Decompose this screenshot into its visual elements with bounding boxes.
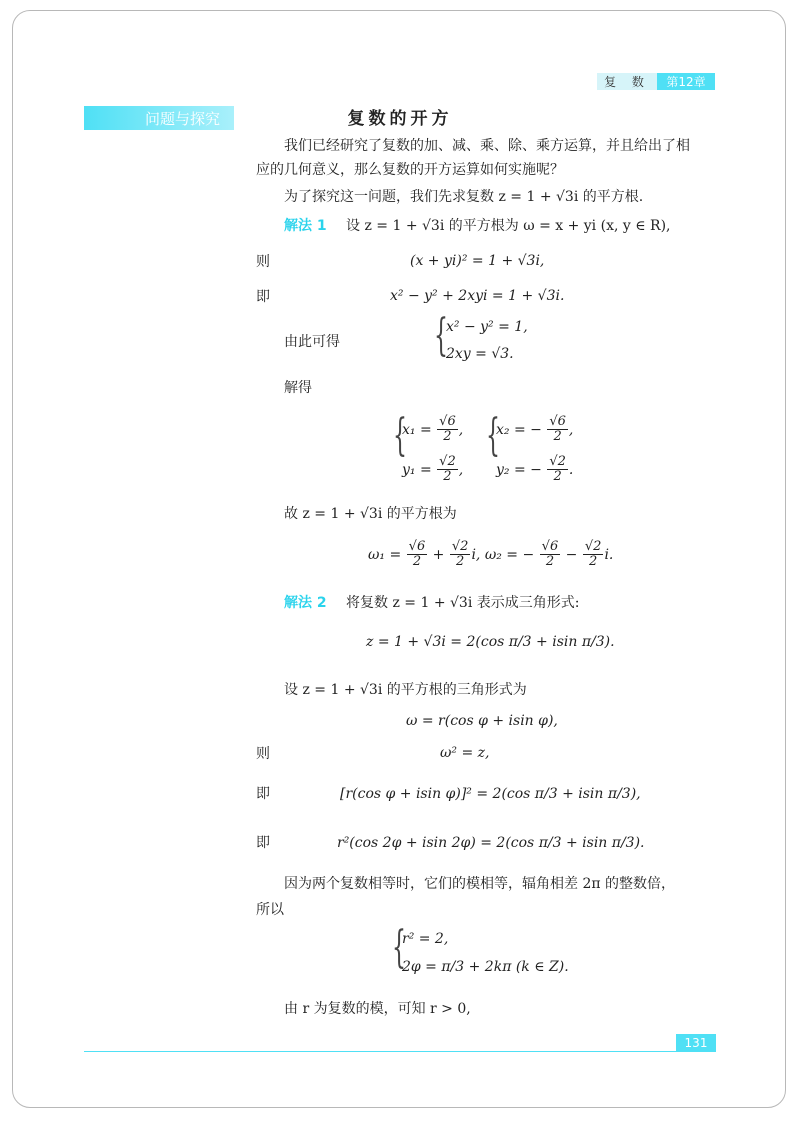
- equation-2: x² − y² + 2xyi = 1 + √3i.: [390, 288, 565, 304]
- system-1-line-b: 2xy = √3.: [446, 346, 514, 362]
- header-chapter: 第12章: [657, 73, 715, 90]
- intro-line-3: 为了探究这一问题，我们先求复数 z = 1 + √3i 的平方根.: [284, 189, 644, 205]
- system-2-line-b: 2φ = π/3 + 2kπ (k ∈ Z).: [402, 959, 569, 975]
- equation-omega: ω = r(cos φ + isin φ),: [406, 713, 558, 729]
- page-number: 131: [676, 1034, 716, 1052]
- ze-label-1: 则: [256, 254, 270, 270]
- ze-label-2: 则: [256, 746, 270, 762]
- page-title: 复数的开方: [347, 109, 453, 129]
- intro-line-2: 应的几何意义，那么复数的开方运算如何实施呢？: [256, 162, 564, 178]
- system-2-line-a: r² = 2,: [402, 931, 449, 947]
- solution-1-label: 解法 1: [284, 218, 327, 234]
- ji-label-1: 即: [256, 289, 270, 305]
- solution-y2: y₂ = − $\frac{√2}{2}$ .: [496, 454, 574, 485]
- brace-system-2: {: [392, 922, 406, 973]
- solving-label: 解得: [284, 380, 312, 396]
- section-tag: 问题与探究: [84, 106, 234, 130]
- reason-line-1: 因为两个复数相等时，它们的模相等，辐角相差 2π 的整数倍，: [284, 876, 676, 892]
- brace-solution-2: {: [486, 410, 500, 461]
- solution-2-label: 解法 2: [284, 595, 327, 611]
- solution-x2: x₂ = − $\frac{√6}{2}$ ,: [496, 414, 574, 445]
- roots-line: ω₁ = $\frac{√6}{2}$ + $\frac{√2}{2}$ i, ω₂ = − $\frac{√6}{2}$ − $\frac{√2}{2}$ i.: [368, 539, 614, 570]
- system-1-line-a: x² − y² = 1,: [446, 319, 528, 335]
- ji-label-3: 即: [256, 835, 270, 851]
- brace-system-1: {: [434, 310, 448, 361]
- reason-line-2: 所以: [256, 902, 284, 918]
- solution-y1: y₁ = $\frac{√2}{2}$ ,: [402, 454, 464, 485]
- brace-solution-1: {: [393, 410, 407, 461]
- assume-text: 设 z = 1 + √3i 的平方根的三角形式为: [284, 682, 527, 698]
- therefore-text: 故 z = 1 + √3i 的平方根为: [284, 506, 457, 522]
- footer-rule: [84, 1051, 716, 1052]
- ji-label-2: 即: [256, 786, 270, 802]
- header-part-title: 复 数: [597, 73, 657, 90]
- trig-form-z: z = 1 + √3i = 2(cos π/3 + isin π/3).: [366, 634, 615, 650]
- equation-1: (x + yi)² = 1 + √3i,: [410, 253, 545, 269]
- equation-square: [r(cos φ + isin φ)]² = 2(cos π/3 + isin π/3),: [340, 786, 641, 802]
- solution-1-text: 设 z = 1 + √3i 的平方根为 ω = x + yi (x, y ∈ R),: [346, 218, 671, 234]
- solution-2-text: 将复数 z = 1 + √3i 表示成三角形式:: [346, 595, 580, 611]
- running-header: [597, 73, 715, 90]
- last-line: 由 r 为复数的模，可知 r > 0,: [284, 1001, 471, 1017]
- equation-demoivre: r²(cos 2φ + isin 2φ) = 2(cos π/3 + isin π/3).: [337, 835, 645, 851]
- equation-omega-squared: ω² = z,: [440, 745, 490, 761]
- solution-x1: x₁ = $\frac{√6}{2}$ ,: [402, 414, 464, 445]
- from-this-label: 由此可得: [284, 334, 340, 350]
- intro-line-1: 我们已经研究了复数的加、减、乘、除、乘方运算，并且给出了相: [284, 138, 690, 154]
